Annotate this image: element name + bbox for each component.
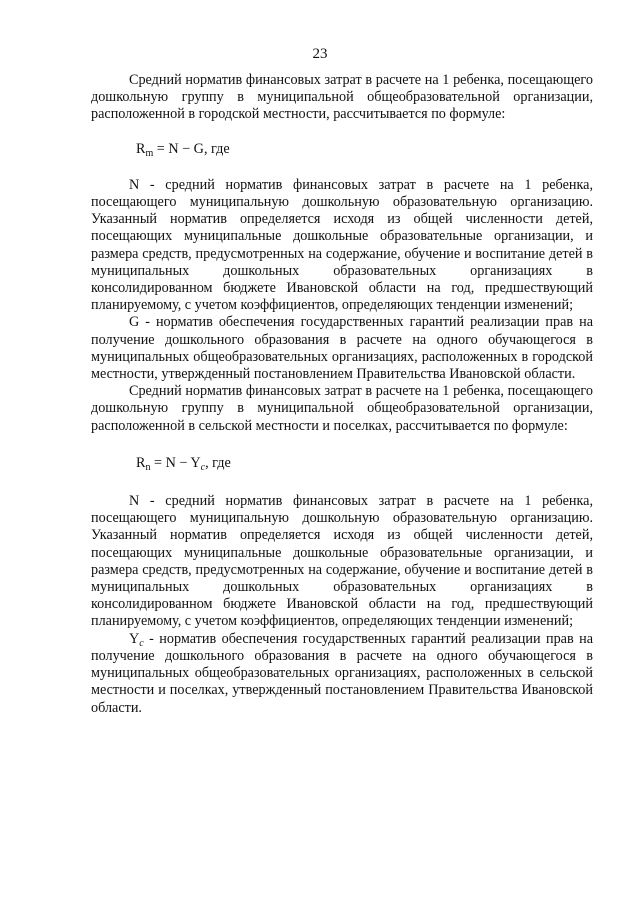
formula-tail: , где <box>205 454 231 471</box>
paragraph-n-definition-rural: N - средний норматив финансовых затрат в расчете на 1 ребенка, посещающего муниципальную дошкольную образовательную организацию. Указанный норматив определяется исходя из общей численности детей, посещающих муниципальные дошкольные образовательные организации, и размера средств, предусмотренных на содержание, обучение и воспитание детей в муниципальных дошкольных образовательных организациях в консолидированном бюджете Ивановской области на год, предшествующий планируемому, с учетом коэффициентов, определяющих тенденции изменений; <box>91 493 593 630</box>
formula-rhs-subscript: c <box>200 461 206 473</box>
yc-definition-text: - норматив обеспечения государственных гарантий реализации прав на получение дошкольного образования в расчете на одного обучающегося в муниципальных общеобразовательных организациях, расположенных в сельской местности и поселках, утвержденный постановлением Правительства Ивановской области. <box>91 630 593 716</box>
formula-rhs: = N − Y <box>150 454 201 471</box>
paragraph-g-definition: G - норматив обеспечения государственных гарантий реализации прав на получение дошкольного образования в расчете на одного обучающегося в муниципальных общеобразовательных организациях, расположенных в городской местности, утвержденный постановлением Правительства Ивановской области. <box>91 314 593 383</box>
formula-lhs-subscript: m <box>145 147 154 159</box>
formula-urban <box>91 141 593 158</box>
yc-symbol-subscript: c <box>139 637 144 649</box>
formula-rural <box>91 455 593 472</box>
paragraph-urban-intro: Средний норматив финансовых затрат в расчете на 1 ребенка, посещающего дошкольную группу в муниципальной общеобразовательной организации, расположенной в городской местности, рассчитывается по формуле: <box>91 72 593 123</box>
yc-symbol: Y <box>129 630 140 647</box>
paragraph-rural-intro: Средний норматив финансовых затрат в расчете на 1 ребенка, посещающего дошкольную группу в муниципальной общеобразовательной организации, расположенной в сельской местности и поселках, рассчитывается по формуле: <box>91 383 593 434</box>
formula-tail: , где <box>203 140 230 157</box>
formula-lhs-symbol: R <box>136 140 146 157</box>
document-body <box>91 72 593 717</box>
formula-lhs-subscript: n <box>145 461 151 473</box>
paragraph-n-definition-urban: N - средний норматив финансовых затрат в расчете на 1 ребенка, посещающего муниципальную дошкольную образовательную организацию. Указанный норматив определяется исходя из общей численности детей, посещающих муниципальные дошкольные образовательные организации, и размера средств, предусмотренных на содержание, обучение и воспитание детей в муниципальных дошкольных образовательных организациях в консолидированном бюджете Ивановской области на год, предшествующий планируемому, с учетом коэффициентов, определяющих тенденции изменений; <box>91 176 593 314</box>
formula-lhs-symbol: R <box>136 454 146 471</box>
paragraph-yc-definition <box>91 631 593 717</box>
page-number: 23 <box>312 46 328 62</box>
formula-rhs: = N − G <box>153 140 204 157</box>
